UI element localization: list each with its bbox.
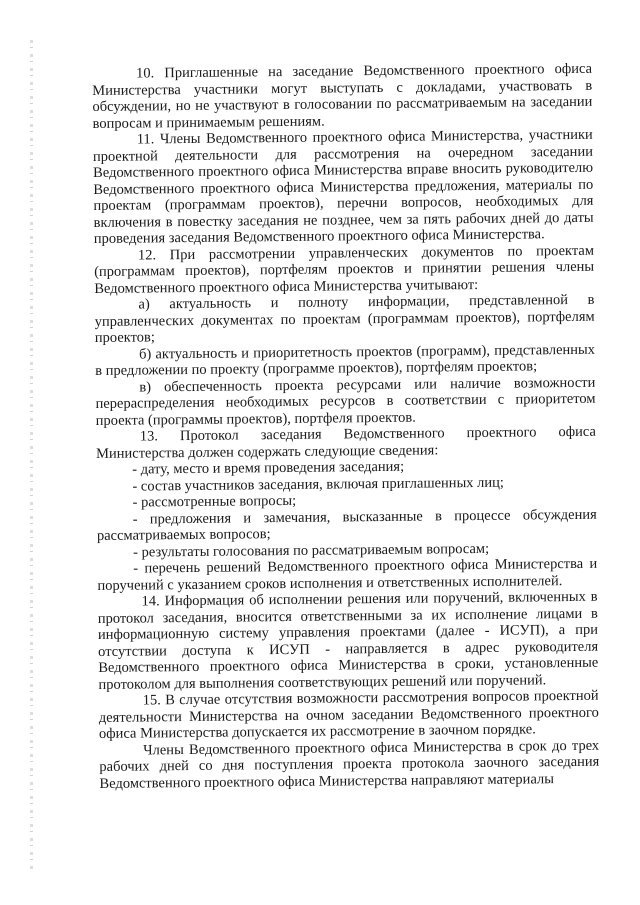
paragraph-12: 12. При рассмотрении управленческих документов по проектам (программам проектов), портфелям проектов и принятии решения члены Ведомственного проектного офиса Министерства учитывают:: [94, 242, 595, 297]
list-item: - предложения и замечания, высказанные в процессе обсуждения рассматриваемых вопросов;: [96, 506, 597, 544]
list-item: - результаты голосования по рассматриваемым вопросам;: [133, 540, 490, 561]
paragraph-13: 13. Протокол заседания Ведомственного проектного офиса Министерства должен содержать следующие сведения:: [95, 423, 596, 462]
paragraph-15-continued: Члены Ведомственного проектного офиса Министерства в срок до трех рабочих дней со дня поступления проекта протокола заочного заседания Ведомственного проектного офиса Министерства направляют материалы: [99, 737, 600, 792]
list-item: - перечень решений Ведомственного проектного офиса Министерства и поручений с указанием сроков исполнения и ответственных исполнителей.: [97, 555, 598, 594]
list-item: - рассмотренные вопросы;: [132, 492, 297, 511]
paragraph-12-a: а) актуальность и полноту информации, представленной в управленческих документах по проектам (программам проектов), портфелям проектов;: [94, 291, 595, 346]
paragraph-11: 11. Члены Ведомственного проектного офиса Министерства, участники проектной деятельности для рассмотрения на очередном заседании Ведомственного проектного офиса Министерства вправе вносить руководителю Ведомственного проектного офиса Министерства предложения, материалы по проектам (программам проектов), перечни вопросов, необходимых для включения в повестку заседания не позднее, чем за пять рабочих дней до даты проведения заседания Ведомственного проектного офиса Министерства.: [92, 126, 594, 247]
paragraph-15: 15. В случае отсутствия возможности рассмотрения вопросов проектной деятельности Министерства на очном заседании Ведомственного проектного офиса Министерства допускается их рассмотрение в заочном порядке.: [98, 687, 599, 742]
paragraph-14: 14. Информация об исполнении решения или поручений, включенных в протокол заседания, вносится ответственными за их исполнение лицами в информационную систему управления проектами (далее - ИСУП), а при отсутствии доступа к ИСУП - направляется в адрес руководителя Ведомственного проектного офиса Министерства в сроки, установленные протоколом для выполнения соответствующих решений или поручений.: [97, 588, 599, 693]
paragraph-12-b: б) актуальность и приоритетность проектов (программ), представленных в предложении по проекту (программе проектов), портфелям проектов;: [95, 341, 596, 379]
document-body: [92, 61, 600, 792]
paragraph-12-c: в) обеспеченность проекта ресурсами или наличие возможности перераспределения необходимых ресурсов в соответствии с приоритетом проекта (программы проектов), портфеля проектов.: [95, 374, 596, 429]
scan-margin-artifact: [30, 40, 33, 870]
list-item: - дату, место и время проведения заседания;: [132, 458, 405, 478]
paragraph-10: 10. Приглашенные на заседание Ведомственного проектного офиса Министерства участники могут выступать с докладами, участвовать в обсуждении, но не участвуют в голосовании по рассматриваемым на заседании вопросам и принимаемым решениям.: [92, 60, 593, 132]
list-item: - состав участников заседания, включая приглашенных лиц;: [132, 474, 505, 495]
